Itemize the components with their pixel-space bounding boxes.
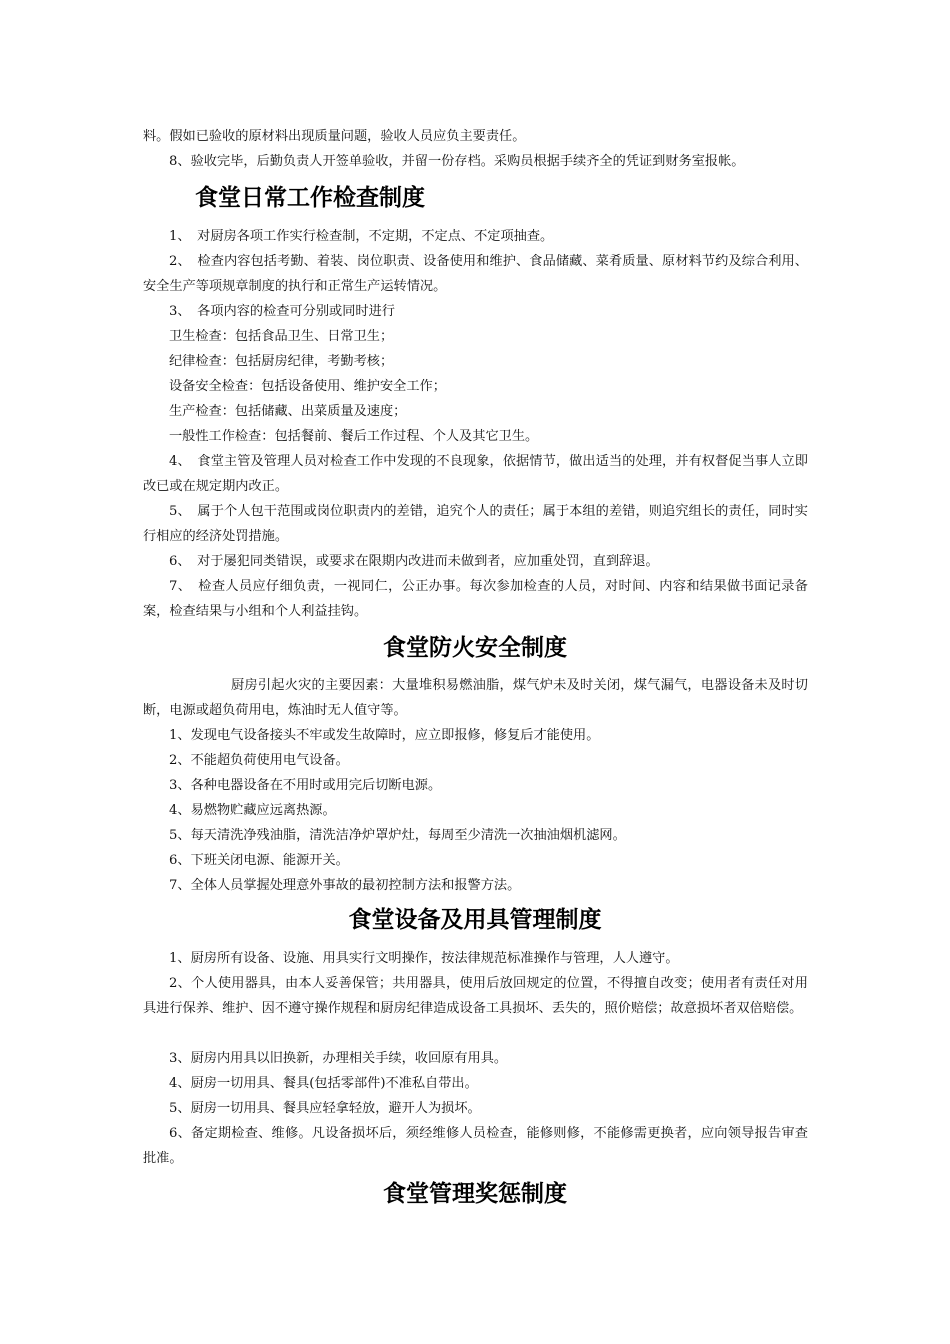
list-item: 3、各种电器设备在不用时或用完后切断电源。	[169, 778, 442, 793]
list-item: 生产检查：包括储藏、出菜质量及速度；	[169, 404, 407, 419]
list-item: 2、 检查内容包括考勤、着装、岗位职责、设备使用和维护、食品储藏、菜肴质量、原材料节约及综合利用、安全生产等项规章制度的执行和正常生产运转情况。	[143, 254, 808, 294]
paragraph-acceptance-8: 8、验收完毕，后勤负责人开签单验收，并留一份存档。采购员根据手续齐全的凭证到财务室报帐。	[169, 154, 745, 169]
list-item: 1、厨房所有设备、设施、用具实行文明操作，按法律规范标准操作与管理，人人遵守。	[169, 951, 679, 966]
list-item: 一般性工作检查：包括餐前、餐后工作过程、个人及其它卫生。	[169, 429, 539, 444]
list-item: 3、厨房内用具以旧换新，办理相关手续，收回原有用具。	[169, 1051, 508, 1066]
paragraph-continuation: 料。假如已验收的原材料出现质量问题，验收人员应负主要责任。	[143, 129, 526, 144]
list-item: 5、厨房一切用具、餐具应轻拿轻放，避开人为损坏。	[169, 1101, 481, 1116]
list-item: 4、 食堂主管及管理人员对检查工作中发现的不良现象，依据情节，做出适当的处理，并有权督促当事人立即改已或在规定期内改正。	[143, 454, 808, 494]
list-item: 4、易燃物贮藏应远离热源。	[169, 803, 336, 818]
section-title-fire-safety: 食堂防火安全制度	[383, 635, 567, 661]
list-item: 2、个人使用器具，由本人妥善保管；共用器具，使用后放回规定的位置，不得擅自改变；使用者有责任对用具进行保养、维护、因不遵守操作规程和厨房纪律造成设备工具损坏、丢失的，照价赔偿；故意损坏者双倍赔偿。	[143, 976, 808, 1016]
list-item: 1、发现电气设备接头不牢或发生故障时，应立即报修，修复后才能使用。	[169, 728, 600, 743]
list-item: 3、 各项内容的检查可分别或同时进行	[169, 304, 395, 319]
list-item: 纪律检查：包括厨房纪律，考勤考核；	[169, 354, 394, 369]
list-item: 7、全体人员掌握处理意外事故的最初控制方法和报警方法。	[169, 878, 521, 893]
section-title-rewards-penalties: 食堂管理奖惩制度	[383, 1181, 567, 1207]
list-item: 5、 属于个人包干范围或岗位职责内的差错，追究个人的责任；属于本组的差错，则追究组长的责任，同时实行相应的经济处罚措施。	[143, 504, 808, 544]
list-item: 6、下班关闭电源、能源开关。	[169, 853, 349, 868]
list-item: 5、每天清洗净残油脂，清洗洁净炉罩炉灶，每周至少清洗一次抽油烟机滤网。	[169, 828, 626, 843]
list-item: 4、厨房一切用具、餐具(包括零部件)不准私自带出。	[169, 1076, 478, 1091]
list-item: 6、 对于屡犯同类错误，或要求在限期内改进而未做到者，应加重处罚，直到辞退。	[169, 554, 659, 569]
list-item: 1、 对厨房各项工作实行检查制，不定期，不定点、不定项抽查。	[169, 229, 554, 244]
list-item: 6、备定期检查、维修。凡设备损坏后，须经维修人员检查，能修则修，不能修需更换者，应向领导报告审查批准。	[143, 1126, 808, 1166]
list-item: 2、不能超负荷使用电气设备。	[169, 753, 349, 768]
paragraph-fire-causes: 厨房引起火灾的主要因素：大量堆积易燃油脂，煤气炉未及时关闭，煤气漏气，电器设备未及时切断，电源或超负荷用电，炼油时无人值守等。	[143, 678, 808, 718]
list-item: 7、 检查人员应仔细负责，一视同仁，公正办事。每次参加检查的人员，对时间、内容和结果做书面记录备案，检查结果与小组和个人利益挂钩。	[143, 579, 808, 619]
section-title-equipment: 食堂设备及用具管理制度	[348, 907, 602, 933]
list-item: 卫生检查：包括食品卫生、日常卫生；	[169, 329, 394, 344]
section-title-daily-inspection: 食堂日常工作检查制度	[195, 185, 425, 211]
list-item: 设备安全检查：包括设备使用、维护安全工作；	[169, 379, 446, 394]
